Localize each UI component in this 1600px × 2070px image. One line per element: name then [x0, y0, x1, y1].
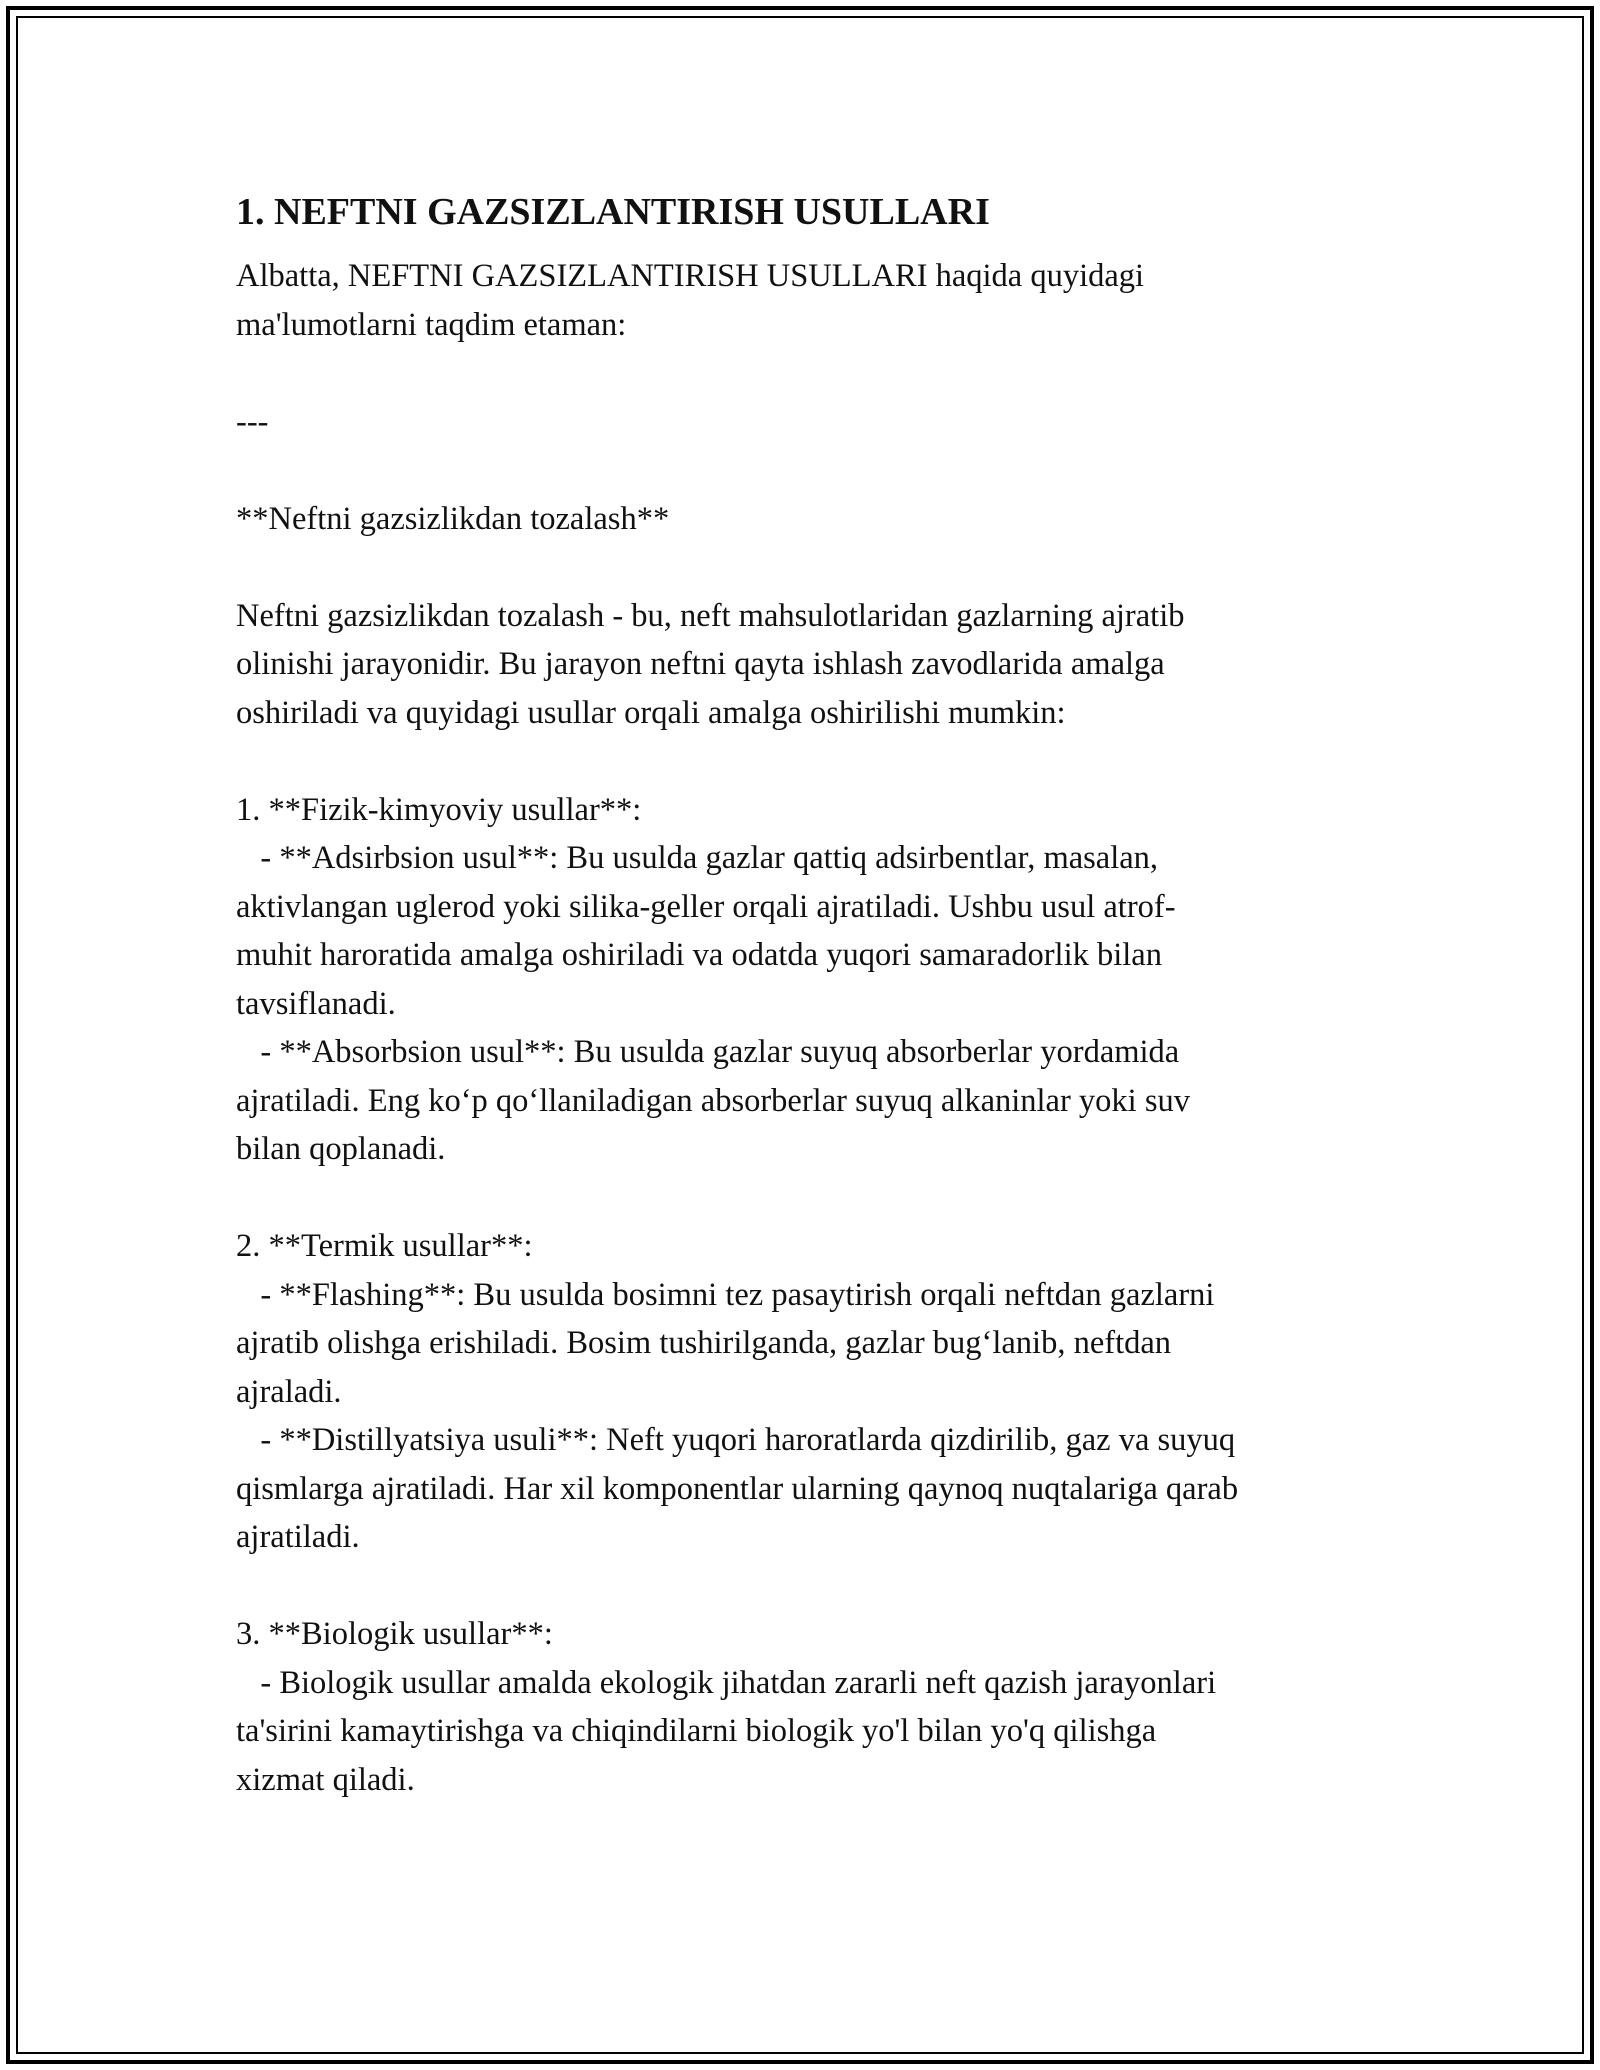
method-line: bilan qoplanadi.: [236, 1131, 446, 1167]
separator: ---: [236, 403, 269, 440]
blank-line: [236, 737, 1376, 786]
method-line: - Biologik usullar amalda ekologik jihatdan zararli neft qazish jarayonlari: [236, 1664, 1217, 1701]
blank-line: [236, 446, 1376, 495]
method-title: 3. **Biologik usullar**:: [236, 1616, 553, 1652]
method-line: muhit haroratida amalga oshiriladi va odatda yuqori samaradorlik bilan: [236, 937, 1162, 973]
method-line: ajraladi.: [236, 1373, 342, 1410]
method-line: - **Adsirbsion usul**: Bu usulda gazlar qattiq adsirbentlar, masalan,: [236, 840, 1159, 876]
blank-line: [236, 1562, 1376, 1611]
blank-line: [236, 349, 1376, 398]
body-line: Neftni gazsizlikdan tozalash - bu, neft mahsulotlaridan gazlarning ajratib: [236, 597, 1185, 634]
method-title: 1. **Fizik-kimyoviy usullar**:: [236, 791, 642, 828]
blank-line: [236, 1174, 1376, 1223]
section-title: **Neftni gazsizlikdan tozalash**: [236, 500, 670, 537]
method-line: - **Absorbsion usul**: Bu usulda gazlar suyuq absorberlar yordamida: [236, 1034, 1180, 1070]
method-line: ajratiladi.: [236, 1519, 360, 1555]
method-line: ajratib olishga erishiladi. Bosim tushirilganda, gazlar bug‘lanib, neftdan: [236, 1325, 1172, 1361]
method-title: 2. **Termik usullar**:: [236, 1228, 533, 1264]
method-line: tavsiflanadi.: [236, 985, 396, 1022]
method-line: ajratiladi. Eng ko‘p qo‘llaniladigan absorberlar suyuq alkaninlar yoki suv: [236, 1082, 1190, 1119]
intro-line: Albatta, NEFTNI GAZSIZLANTIRISH USULLARI haqida quyidagi: [236, 258, 1145, 294]
document-body: [236, 188, 1376, 1804]
method-line: ta'sirini kamaytirishga va chiqindilarni biologik yo'l bilan yo'q qilishga: [236, 1713, 1157, 1749]
method-line: aktivlangan uglerod yoki silika-geller orqali ajratiladi. Ushbu usul atrof-: [236, 888, 1176, 925]
method-line: - **Flashing**: Bu usulda bosimni tez pasaytirish orqali neftdan gazlarni: [236, 1276, 1215, 1313]
body-line: oshiriladi va quyidagi usullar orqali amalga oshirilishi mumkin:: [236, 694, 1066, 731]
method-line: - **Distillyatsiya usuli**: Neft yuqori haroratlarda qizdirilib, gaz va suyuq: [236, 1422, 1236, 1458]
body-line: olinishi jarayonidir. Bu jarayon neftni qayta ishlash zavodlarida amalga: [236, 646, 1165, 682]
method-line: xizmat qiladi.: [236, 1761, 415, 1798]
blank-line: [236, 543, 1376, 592]
method-line: qismlarga ajratiladi. Har xil komponentlar ularning qaynoq nuqtalariga qarab: [236, 1470, 1239, 1507]
document-heading: 1. NEFTNI GAZSIZLANTIRISH USULLARI: [236, 191, 990, 233]
intro-line: ma'lumotlarni taqdim etaman:: [236, 306, 627, 343]
